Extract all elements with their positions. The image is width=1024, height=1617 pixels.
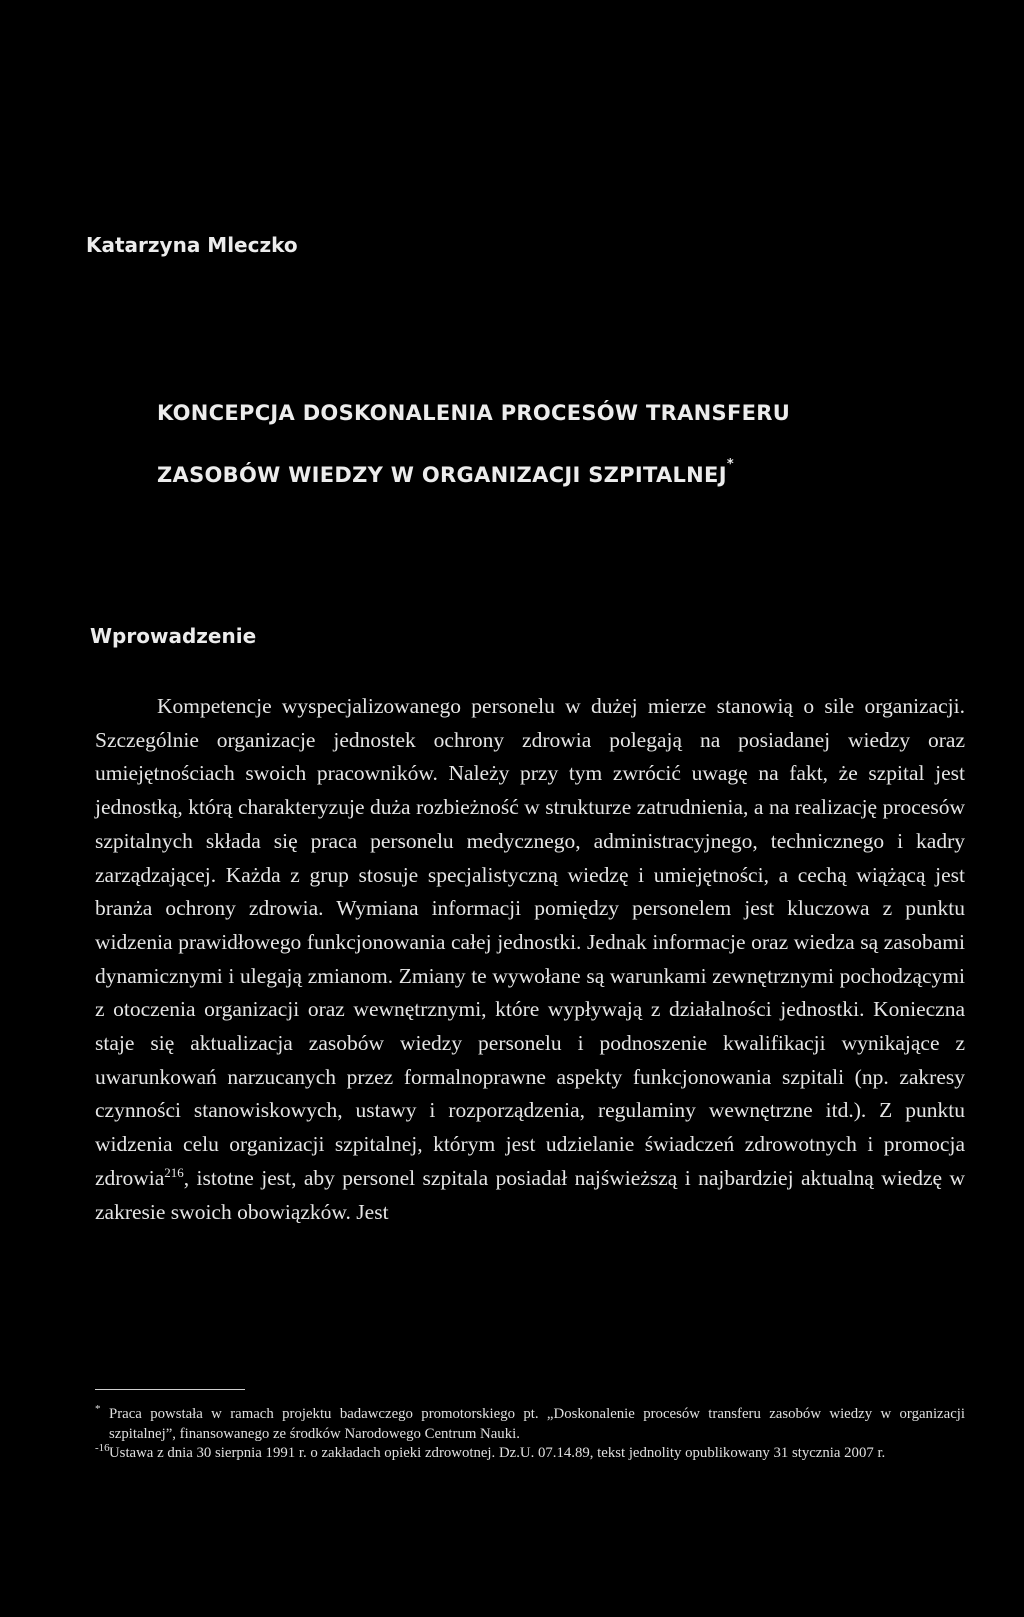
footnote-text: Praca powstała w ramach projektu badawczego promotorskiego pt. „Doskonalenie procesów transferu zasobów wiedzy w organizacji szpitalnej”, finansowanego ze środków Narodowego Centrum Nauki.: [109, 1406, 965, 1442]
title-line-1: [157, 401, 957, 425]
footnote-mark: -16: [95, 1442, 110, 1454]
footnote-item: [95, 1444, 965, 1464]
title-footnote-marker: *: [726, 457, 734, 472]
body-text-part-1: Kompetencje wyspecjalizowanego personelu w dużej mierze stanowią o sile organizacji. Szczególnie organizacje jednostek ochrony zdrowia polegają na posiadanej wiedzy oraz umiejętnościach swoich pracowników. Należy przy tym zwrócić uwagę na fakt, że szpital jest jednostką, którą charakteryzuje duża rozbieżność w strukturze zatrudnienia, a na realizację procesów szpitalnych składa się praca personelu medycznego, administracyjnego, technicznego i kadry zarządzającej. Każda z grup stosuje specjalistyczną wiedzę i umiejętności, a cechą wiążącą jest branża ochrony zdrowia. Wymiana informacji pomiędzy personelem jest kluczowa z punktu widzenia prawidłowego funkcjonowania całej jednostki. Jednak informacje oraz wiedza są zasobami dynamicznymi i ulegają zmianom. Zmiany te wywołane są warunkami zewnętrznymi pochodzącymi z otoczenia organizacji oraz wewnętrznymi, które wypływają z działalności jednostki. Konieczna staje się aktualizacja zasobów wiedzy personelu i podnoszenie kwalifikacji wynikające z uwarunkowań narzucanych przez formalnoprawne aspekty funkcjonowania szpitali (np. zakresy czynności stanowiskowych, ustawy i rozporządzenia, regulaminy wewnętrzne itd.). Z punktu widzenia celu organizacji szpitalnej, którym jest udzielanie świadczeń zdrowotnych i promocja zdrowia: [95, 694, 965, 1190]
title-line-1-text: KONCEPCJA DOSKONALENIA PROCESÓW TRANSFERU: [157, 401, 791, 425]
footnote-item: [95, 1405, 965, 1444]
title-line-2-text: ZASOBÓW WIEDZY W ORGANIZACJI SZPITALNEJ: [157, 463, 727, 487]
footnote-reference: 216: [164, 1164, 184, 1180]
author-name: Katarzyna Mleczko: [86, 233, 298, 257]
title-line-2: [157, 457, 957, 487]
body-text-part-2: , istotne jest, aby personel szpitala posiadał najświeższą i najbardziej aktualną wiedzę w zakresie swoich obowiązków. Jest: [95, 1165, 965, 1224]
footnote-separator: [95, 1389, 245, 1390]
footnotes: [95, 1405, 965, 1464]
section-heading: Wprowadzenie: [90, 624, 257, 648]
footnote-mark: *: [95, 1403, 101, 1415]
body-paragraph: [95, 690, 965, 1229]
footnote-text: Ustawa z dnia 30 sierpnia 1991 r. o zakładach opieki zdrowotnej. Dz.U. 07.14.89, tekst jednolity opublikowany 31 stycznia 2007 r.: [109, 1445, 886, 1461]
